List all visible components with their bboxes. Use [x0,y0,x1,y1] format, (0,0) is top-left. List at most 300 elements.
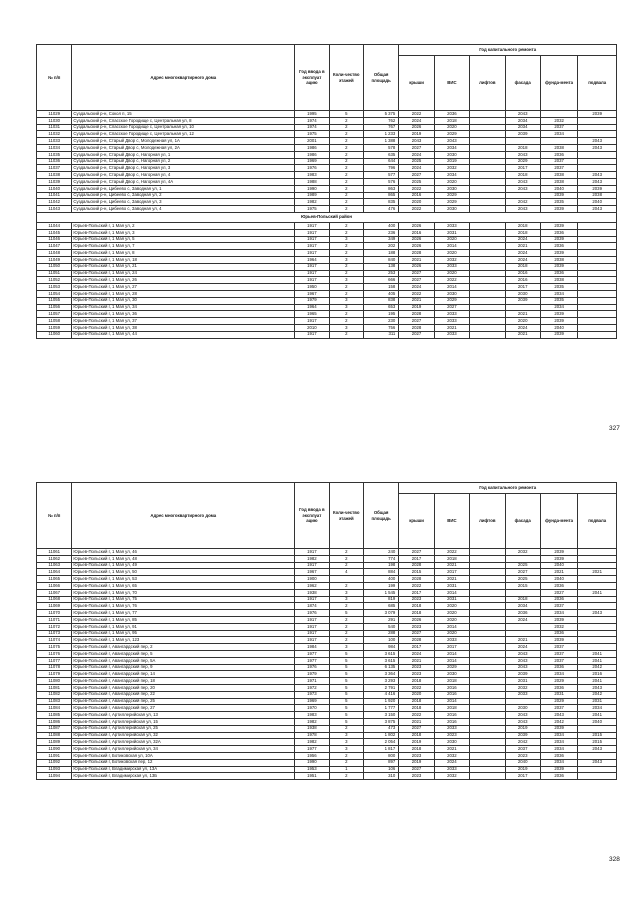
cell-floors: 3 [329,746,363,753]
cell-facade-year: 2043 [505,657,540,664]
cell-year-built: 1969 [295,158,329,165]
cell-foundation-year: 2039 [540,616,577,623]
table-row [37,297,617,304]
cell-facade-year: 2032 [505,684,540,691]
cell-facade-year: 2018 [505,229,540,236]
cell-basement-year [578,277,617,284]
cell-floors: 3 [329,596,363,603]
cell-year-built: 1986 [295,151,329,158]
cell-roof-year: 2019 [399,131,434,138]
cell-floors: 2 [329,270,363,277]
cell-basement-year: 2040 [578,199,617,206]
cell-row-num: 11041 [37,192,72,199]
cell-foundation-year: 2034 [540,759,577,766]
cell-address: Суздальский р-н, Цибеево с, Заводная ул, 2 [72,192,295,199]
cell-area: 1 388 [363,138,398,145]
cell-area: 2 054 [363,739,398,746]
table-row [37,222,617,229]
cell-roof-year: 2027 [399,277,434,284]
table-row [37,596,617,603]
cell-facade-year: 2021 [505,331,540,338]
cell-basement-year [578,576,617,583]
cell-floors: 2 [329,549,363,556]
cell-roof-year: 2027 [399,766,434,773]
header-elevators: лифтов [470,56,505,111]
cell-foundation-year: 2032 [540,117,577,124]
cell-elevators-year [470,766,505,773]
table-row [37,111,617,118]
cell-elevators-year [470,698,505,705]
cell-address: Юрьев-Польский г, 1 Мая ул, 34 [72,304,295,311]
cell-row-num: 11081 [37,684,72,691]
table-row [37,549,617,556]
table-row [37,678,617,685]
cell-roof-year: 2027 [399,144,434,151]
cell-area: 540 [363,623,398,630]
cell-floors: 2 [329,243,363,250]
cell-facade-year: 2017 [505,773,540,780]
cell-area: 3 875 [363,718,398,725]
table-row [37,331,617,338]
cell-vis-year: 2032 [434,752,469,759]
cell-area: 1 233 [363,131,398,138]
cell-address: Суздальский р-н, Старый Двор с, Молодежная ул, 1А [72,138,295,145]
cell-foundation-year: 2037 [540,124,577,131]
cell-year-built: 1874 [295,603,329,610]
cell-address: Юрьев-Польский г, 1 Мая ул, 95 [72,630,295,637]
cell-area: 3 150 [363,712,398,719]
cell-basement-year [578,284,617,291]
cell-basement-year [578,131,617,138]
cell-floors: 5 [329,718,363,725]
cell-address: Юрьев-Польский г, 1 Мая ул, 65 [72,582,295,589]
cell-vis-year: 2033 [434,331,469,338]
cell-elevators-year [470,603,505,610]
cell-row-num: 11038 [37,172,72,179]
cell-basement-year: 2043 [578,138,617,145]
cell-facade-year: 2020 [505,318,540,325]
cell-basement-year: 2038 [578,192,617,199]
cell-elevators-year [470,131,505,138]
cell-row-num: 11062 [37,555,72,562]
cell-basement-year [578,256,617,263]
cell-foundation-year: 2037 [540,644,577,651]
table-row [37,589,617,596]
capital-repair-table [36,44,617,339]
cell-vis-year: 2033 [434,263,469,270]
cell-floors: 5 [329,691,363,698]
cell-foundation-year: 2039 [540,637,577,644]
header-repair-group: Год капитального ремонта [399,483,617,494]
cell-floors: 3 [329,739,363,746]
cell-elevators-year [470,318,505,325]
cell-facade-year [505,589,540,596]
cell-elevators-year [470,718,505,725]
cell-area: 199 [363,582,398,589]
cell-floors [329,576,363,583]
cell-floors: 2 [329,725,363,732]
cell-foundation-year: 2036 [540,243,577,250]
cell-roof-year: 2018 [399,705,434,712]
cell-foundation-year: 2036 [540,773,577,780]
cell-floors: 2 [329,562,363,569]
cell-area: 1 817 [363,746,398,753]
cell-vis-year: 2036 [434,111,469,118]
cell-year-built: 1917 [295,277,329,284]
cell-vis-year: 2021 [434,324,469,331]
cell-foundation-year: 2040 [540,576,577,583]
cell-roof-year: 2028 [399,562,434,569]
cell-floors: 2 [329,555,363,562]
cell-elevators-year [470,222,505,229]
cell-foundation-year: 2036 [540,596,577,603]
cell-year-built: 1988 [295,178,329,185]
cell-vis-year: 2033 [434,637,469,644]
cell-basement-year: 2034 [578,705,617,712]
cell-row-num: 11070 [37,610,72,617]
cell-facade-year: 2034 [505,603,540,610]
cell-elevators-year [470,158,505,165]
cell-address: Юрьев-Польский г, Артиллерийская ул, 13 [72,712,295,719]
cell-vis-year: 2017 [434,569,469,576]
table-row [37,698,617,705]
cell-roof-year: 2021 [399,718,434,725]
cell-address: Юрьев-Польский г, Владимирская ул, 13А [72,766,295,773]
cell-floors: 3 [329,277,363,284]
header-vis: ВИС [434,56,469,111]
cell-vis-year: 2014 [434,698,469,705]
cell-year-built: 1917 [295,229,329,236]
cell-row-num: 11033 [37,138,72,145]
cell-facade-year: 2039 [505,131,540,138]
cell-area: 106 [363,766,398,773]
header-facade: фасада [505,56,540,111]
cell-basement-year [578,297,617,304]
table-row [37,739,617,746]
cell-facade-year: 2039 [505,732,540,739]
table-row [37,250,617,257]
cell-area: 774 [363,555,398,562]
cell-foundation-year: 2036 [540,582,577,589]
cell-roof-year: 2015 [399,569,434,576]
cell-facade-year: 2021 [505,637,540,644]
cell-vis-year: 2027 [434,304,469,311]
cell-facade-year: 2043 [505,650,540,657]
cell-elevators-year [470,304,505,311]
cell-row-num: 11088 [37,732,72,739]
cell-year-built: 1969 [295,698,329,705]
cell-year-built: 1979 [295,297,329,304]
cell-address: Суздальский р-н, Старый Двор с, Нагорная ул, 4А [72,178,295,185]
cell-facade-year: 2031 [505,678,540,685]
cell-roof-year: 2028 [399,250,434,257]
cell-basement-year: 2041 [578,678,617,685]
cell-roof-year: 2024 [399,650,434,657]
cell-foundation-year: 2037 [540,705,577,712]
cell-vis-year: 2033 [434,725,469,732]
cell-facade-year: 2024 [505,250,540,257]
table-row [37,657,617,664]
cell-vis-year: 2030 [434,206,469,213]
cell-roof-year: 2028 [399,637,434,644]
cell-elevators-year [470,117,505,124]
cell-row-num: 11042 [37,199,72,206]
header-roof: крыши [399,494,434,549]
cell-roof-year: 2027 [399,331,434,338]
table-row [37,151,617,158]
cell-basement-year: 2043 [578,759,617,766]
cell-elevators-year [470,250,505,257]
cell-row-num: 11094 [37,773,72,780]
cell-floors: 2 [329,192,363,199]
cell-area: 840 [363,256,398,263]
cell-facade-year: 2043 [505,151,540,158]
document-page-328 [0,452,640,905]
cell-floors: 2 [329,131,363,138]
cell-foundation-year: 2039 [540,263,577,270]
cell-foundation-year: 2039 [540,331,577,338]
cell-address: Юрьев-Польский г, 1 Мая ул, 30 [72,297,295,304]
cell-vis-year: 2034 [434,144,469,151]
cell-foundation-year: 2039 [540,555,577,562]
cell-vis-year: 2029 [434,131,469,138]
cell-vis-year: 2014 [434,657,469,664]
cell-row-num: 11057 [37,311,72,318]
cell-foundation-year: 2031 [540,691,577,698]
cell-area: 138 [363,263,398,270]
cell-foundation-year: 2038 [540,172,577,179]
cell-address: Юрьев-Польский г, 1 Мая ул, 44 [72,331,295,338]
cell-elevators-year [470,637,505,644]
table-row [37,705,617,712]
cell-vis-year: 2030 [434,739,469,746]
cell-floors: 2 [329,637,363,644]
cell-roof-year: 2017 [399,555,434,562]
cell-foundation-year: 2037 [540,158,577,165]
cell-address: Суздальский р-н, Спасское Городище с, Центральная ул, 10 [72,124,295,131]
cell-facade-year: 2017 [505,165,540,172]
cell-foundation-year: 2039 [540,222,577,229]
cell-floors: 5 [329,684,363,691]
cell-roof-year: 2018 [399,610,434,617]
cell-roof-year: 2023 [399,773,434,780]
cell-year-built: 1950 [295,284,329,291]
cell-year-built: 1917 [295,616,329,623]
cell-basement-year [578,222,617,229]
cell-facade-year [505,698,540,705]
cell-elevators-year [470,589,505,596]
header-basement: подвала [578,494,617,549]
cell-elevators-year [470,732,505,739]
cell-basement-year [578,582,617,589]
cell-address: Суздальский р-н, Спасское Городище с, Центральная ул, 8 [72,117,295,124]
cell-elevators-year [470,165,505,172]
cell-year-built: 1967 [295,569,329,576]
cell-facade-year: 2043 [505,664,540,671]
cell-area: 158 [363,284,398,291]
cell-row-num: 11073 [37,630,72,637]
cell-address: Суздальский р-н, Старый Двор с, Нагорная ул, 3 [72,165,295,172]
cell-year-built: 1917 [295,263,329,270]
cell-area: 476 [363,206,398,213]
cell-area: 1 920 [363,698,398,705]
cell-elevators-year [470,650,505,657]
cell-address: Юрьев-Польский г, 1 Мая ул, 3 [72,229,295,236]
table-row [37,284,617,291]
cell-year-built: 1978 [295,732,329,739]
cell-basement-year [578,596,617,603]
cell-floors: 2 [329,206,363,213]
cell-vis-year: 2018 [434,117,469,124]
cell-floors: 5 [329,712,363,719]
cell-foundation-year: 2035 [540,284,577,291]
cell-row-num: 11060 [37,331,72,338]
cell-facade-year: 2021 [505,243,540,250]
cell-basement-year [578,117,617,124]
cell-vis-year: 2020 [434,603,469,610]
cell-roof-year: 2026 [399,236,434,243]
cell-area: 198 [363,562,398,569]
cell-elevators-year [470,664,505,671]
cell-basement-year: 2042 [578,664,617,671]
cell-row-num: 11074 [37,637,72,644]
cell-floors: 2 [329,263,363,270]
table-row [37,725,617,732]
cell-area: 884 [363,569,398,576]
cell-roof-year: 2024 [399,117,434,124]
cell-elevators-year [470,739,505,746]
cell-floors: 2 [329,185,363,192]
cell-floors: 2 [329,773,363,780]
header-num: № п/п [37,483,72,549]
cell-row-num: 11035 [37,151,72,158]
cell-basement-year [578,331,617,338]
cell-year-built: 1917 [295,318,329,325]
table-row [37,256,617,263]
header-elevators: лифтов [470,494,505,549]
cell-basement-year [578,124,617,131]
cell-year-built: 1917 [295,637,329,644]
cell-facade-year: 2043 [505,712,540,719]
table-row [37,229,617,236]
cell-elevators-year [470,746,505,753]
cell-elevators-year [470,616,505,623]
cell-floors: 2 [329,138,363,145]
cell-row-num: 11080 [37,678,72,685]
cell-basement-year [578,616,617,623]
cell-roof-year: 2023 [399,596,434,603]
cell-area: 188 [363,250,398,257]
cell-year-built: 1977 [295,657,329,664]
cell-facade-year: 2032 [505,549,540,556]
cell-roof-year: 2018 [399,746,434,753]
cell-facade-year: 2018 [505,172,540,179]
table-row [37,752,617,759]
cell-vis-year: 2029 [434,192,469,199]
cell-floors: 2 [329,172,363,179]
cell-year-built: 1953 [295,766,329,773]
cell-elevators-year [470,297,505,304]
cell-row-num: 11090 [37,746,72,753]
cell-row-num: 11092 [37,759,72,766]
cell-address: Юрьев-Польский г, Авангардский пер, 9 [72,664,295,671]
region-heading: Юрьев-Польский район [37,212,617,222]
cell-year-built: 1967 [295,290,329,297]
header-area: Общая площадь [363,45,398,111]
cell-address: Юрьев-Польский г, Артиллерийская ул, 15 [72,718,295,725]
cell-roof-year: 2022 [399,290,434,297]
cell-vis-year: 2020 [434,610,469,617]
cell-vis-year: 2021 [434,576,469,583]
cell-facade-year: 2021 [505,311,540,318]
cell-roof-year: 2022 [399,684,434,691]
cell-facade-year: 2037 [505,746,540,753]
cell-address: Юрьев-Польский г, Авангардский пер, 2 [72,644,295,651]
cell-row-num: 11076 [37,650,72,657]
cell-year-built: 1975 [295,131,329,138]
cell-basement-year [578,766,617,773]
cell-row-num: 11071 [37,616,72,623]
cell-basement-year: 2042 [578,691,617,698]
cell-row-num: 11054 [37,290,72,297]
cell-vis-year: 2043 [434,138,469,145]
cell-foundation-year: 2036 [540,151,577,158]
cell-area: 1 777 [363,705,398,712]
cell-foundation-year: 2036 [540,752,577,759]
cell-address: Юрьев-Польский г, Авангардский пер, 25 [72,698,295,705]
cell-row-num: 11058 [37,318,72,325]
cell-address: Суздальский р-н, Цибеево с, Заводная ул, 4 [72,206,295,213]
cell-year-built: 1964 [295,304,329,311]
cell-basement-year [578,630,617,637]
cell-roof-year: 2018 [399,732,434,739]
cell-facade-year: 2034 [505,117,540,124]
page-number: 328 [609,856,620,863]
cell-elevators-year [470,684,505,691]
cell-area: 240 [363,549,398,556]
cell-roof-year: 2043 [399,138,434,145]
cell-year-built: 1990 [295,759,329,766]
cell-roof-year: 2024 [399,165,434,172]
cell-facade-year: 2043 [505,111,540,118]
cell-elevators-year [470,562,505,569]
cell-foundation-year: 2034 [540,732,577,739]
cell-elevators-year [470,752,505,759]
cell-elevators-year [470,124,505,131]
cell-roof-year: 2027 [399,549,434,556]
cell-vis-year: 2033 [434,766,469,773]
cell-foundation-year: 2037 [540,657,577,664]
cell-roof-year: 2026 [399,616,434,623]
cell-elevators-year [470,192,505,199]
table-row [37,192,617,199]
cell-basement-year [578,229,617,236]
cell-row-num: 11031 [37,124,72,131]
cell-basement-year: 2040 [578,718,617,725]
cell-foundation-year: 2035 [540,199,577,206]
cell-foundation-year: 2036 [540,684,577,691]
cell-basement-year: 2043 [578,206,617,213]
cell-facade-year: 2024 [505,324,540,331]
cell-row-num: 11048 [37,250,72,257]
cell-elevators-year [470,144,505,151]
cell-basement-year [578,158,617,165]
cell-address: Суздальский р-н, Цибеево с, Заводная ул, 3 [72,199,295,206]
table-row [37,277,617,284]
cell-area: 767 [363,124,398,131]
cell-row-num: 11084 [37,705,72,712]
cell-area: 577 [363,172,398,179]
